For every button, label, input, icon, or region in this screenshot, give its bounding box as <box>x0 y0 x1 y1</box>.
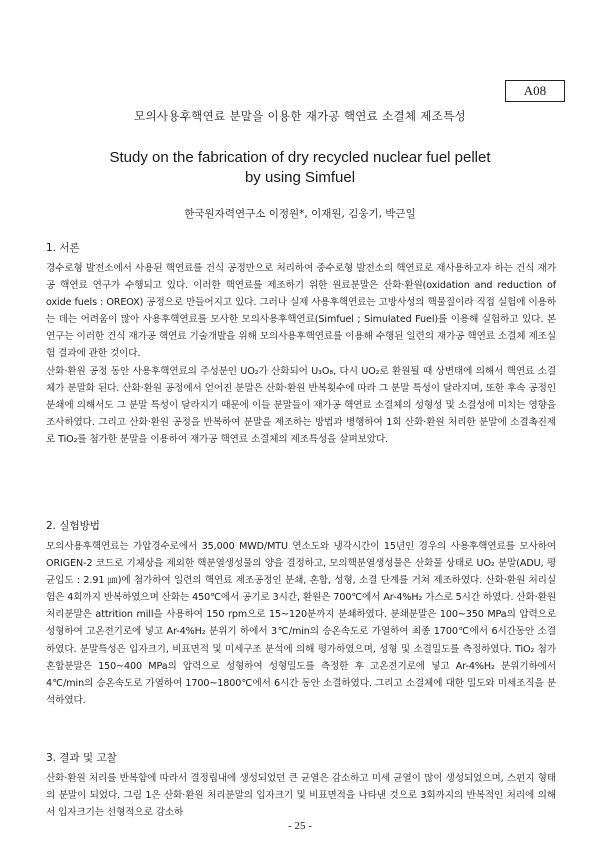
section-body-introduction <box>46 260 556 448</box>
section-heading-methods: 2. 실험방법 <box>46 520 100 532</box>
section-methods <box>46 518 556 709</box>
section-body-methods <box>46 538 556 709</box>
title-korean: 모의사용후핵연료 분말을 이용한 재가공 핵연료 소결체 제조특성 <box>134 109 466 123</box>
section-introduction <box>46 240 556 448</box>
paragraph: 모의사용후핵연료는 가압경수로에서 35,000 MWD/MTU 연소도와 냉각시간이 15년인 경우의 사용후핵연료를 모사하여 ORIGEN-2 코드로 기체상을 제외한 핵분열생성물의 양을 결정하고, 모의핵분열생성물은 산화물 상태로 UO₂ 분말(ADU, 평균입도 : 2.91 ㎛)에 첨가하여 일련의 핵연료 제조공정인 분쇄, 혼합, 성형, 소결 단계를 거쳐 제조하였다. 산화·환원 처리실험은 4회까지 반복하였으며 산화는 450℃에서 공기로 3시간, 환원은 700℃에서 Ar-4%H₂ 가스로 5시간 하였다. 산화·환원 처리분말은 attrition mill을 사용하여 150 rpm으로 15~120분까지 분쇄하였다. 분쇄분말은 100~350 MPa의 압력으로 성형하여 고온전기로에 넣고 Ar-4%H₂ 분위기 하에서 3℃/min의 승온속도로 가열하여 최종 1700℃에서 6시간동안 소결하였다. 분말특성은 입자크기, 비표면적 및 미세구조 분석에 의해 평가하였으며, 성형 및 소결밀도를 측정하였다. TiO₂ 첨가 혼합분말은 150~400 MPa의 압력으로 성형하여 성형밀도를 측정한 후 고온전기로에 넣고 Ar-4%H₂ 분위기하에서 4℃/min의 승온속도로 가열하여 1700~1800℃에서 6시간 동안 소결하였다. 그리고 소결체에 대한 밀도와 미세조직을 분석하였다. <box>46 541 556 706</box>
author-list: 한국원자력연구소 이정원*, 이재원, 김웅기, 박근일 <box>184 208 416 220</box>
page-number: - 25 - <box>288 820 312 832</box>
title-english-line1: Study on the fabrication of dry recycled nuclear fuel pellet <box>109 149 491 166</box>
section-heading-introduction: 1. 서론 <box>46 242 80 254</box>
title-english-line2: by using Simfuel <box>244 169 356 186</box>
paragraph: 산화·환원 처리를 반복함에 따라서 결정립내에 생성되었던 큰 균열은 감소하고 미세 균열이 많이 생성되었으며, 스펀지 형태의 분말이 되었다. 그림 1은 산화·환원 처리분말의 입자크기 및 비표면적을 나타낸 것으로 3회까지의 반복적인 처리에 의해서 입자크기는 선형적으로 감소하 <box>46 773 556 819</box>
section-heading-results: 3. 결과 및 고찰 <box>46 752 117 764</box>
section-body-results <box>46 770 556 821</box>
title-english <box>0 148 600 188</box>
paper-code-box: A08 <box>505 80 565 102</box>
paragraph: 산화·환원 공정 동안 사용후핵연료의 주성분인 UO₂가 산화되어 U₃O₈, 다시 UO₂로 환원될 때 상변태에 의해서 핵연료 소결체가 분말화 된다. 산화·환원 공정에서 얻어진 분말은 산화·환원 반복횟수에 따라 그 분말 특성이 달라지며, 또한 후속 공정인 분쇄에 의해서도 그 분말 특성이 달라지기 때문에 이들 분말들이 재가공 핵연료 소결체의 성형성 및 소결성에 미치는 영향을 조사하였다. 그리고 산화·환원 공정을 반복하여 분말을 제조하는 방법과 병행하여 1회 산화·환원 처리한 분말에 소결촉진제로 TiO₂를 첨가한 분말을 이용하여 재가공 핵연료 소결체의 제조특성을 살펴보았다. <box>46 365 556 445</box>
section-results <box>46 750 556 821</box>
paragraph: 경수로형 발전소에서 사용된 핵연료를 건식 공정만으로 처리하여 중수로형 발전소의 핵연료로 재사용하고자 하는 건식 재가공 핵연료 연구가 수행되고 있다. 이러한 핵연료를 제조하기 위한 원료분말은 산화·환원(oxidation and reduction of oxide fuels : OREOX) 공정으로 만들어지고 있다. 그러나 실제 사용후핵연료는 고방사성의 핵물질이라 직접 실험에 이용하는 데는 어려움이 많아 사용후핵연료를 모사한 모의사용후핵연료(Simfuel ; Simulated Fuel)를 이용해 실험하고 있다. 본 연구는 이러한 건식 재가공 핵연료 기술개발을 위해 모의사용후핵연료를 이용해 수행된 일련의 재가공 핵연료 소결체 제조실험 결과에 관한 것이다. <box>46 263 556 360</box>
